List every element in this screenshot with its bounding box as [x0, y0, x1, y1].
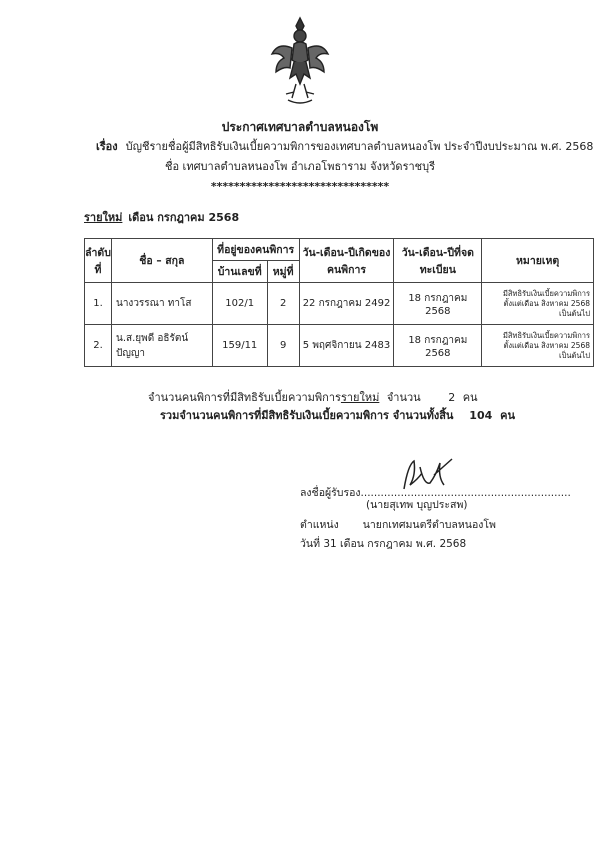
- note-line: เป็นต้นไป: [559, 308, 590, 318]
- total-unit: คน: [500, 409, 515, 422]
- row-no: 1.: [85, 283, 112, 325]
- row-dob: 22 กรกฎาคม 2492: [299, 283, 394, 325]
- garuda-emblem: [268, 14, 332, 110]
- new-count-line: [148, 388, 478, 406]
- subject-text: บัญชีรายชื่อผู้มีสิทธิรับเงินเบี้ยความพิการของเทศบาลตำบลหนองโพ ประจำปีงบประมาณ พ.ศ. 2568: [125, 140, 594, 153]
- header-address: ที่อยู่ของคนพิการ: [212, 239, 299, 261]
- note-line: มีสิทธิรับเงินเบี้ยความพิการ: [502, 288, 590, 298]
- count-ul: รายใหม่: [340, 391, 380, 404]
- announcement-title: ประกาศเทศบาลตำบลหนองโพ: [221, 120, 379, 134]
- row-house-no: 102/1: [212, 283, 267, 325]
- header-note: หมายเหตุ: [482, 239, 594, 283]
- row-house-no: 159/11: [212, 325, 267, 367]
- document-date: วันที่ 31 เดือน กรกฎาคม พ.ศ. 2568: [300, 538, 467, 550]
- position-label: ตำแหน่ง: [300, 519, 339, 531]
- header-house-no: บ้านเลขที่: [212, 261, 267, 283]
- note-line: เป็นต้นไป: [559, 350, 590, 360]
- count-unit: คน: [462, 391, 478, 404]
- row-dob: 5 พฤศจิกายน 2483: [299, 325, 394, 367]
- signer-position: [300, 516, 496, 533]
- header-no: ลำดับที่: [85, 239, 112, 283]
- header-dob: วัน-เดือน-ปีเกิดของคนพิการ: [299, 239, 394, 283]
- section-label: รายใหม่: [84, 211, 123, 224]
- row-name: น.ส.ยุพดี อธิรัตน์ปัญญา: [111, 325, 212, 367]
- row-reg-date: 18 กรกฎาคม 2568: [394, 325, 482, 367]
- row-village: 9: [267, 325, 299, 367]
- organization-line: ชื่อ เทศบาลตำบลหนองโพ อำเภอโพธาราม จังหวัดราชบุรี: [164, 160, 436, 173]
- row-village: 2: [267, 283, 299, 325]
- section-month: เดือน กรกฎาคม 2568: [128, 211, 240, 224]
- section-heading: [84, 208, 239, 226]
- total-value: 104: [469, 409, 493, 422]
- note-line: มีสิทธิรับเงินเบี้ยความพิการ: [502, 330, 590, 340]
- count-prefix: จำนวนคนพิการที่มีสิทธิรับเบี้ยความพิการ: [148, 391, 341, 404]
- note-line: ตั้งแต่เดือน สิงหาคม 2568: [503, 298, 590, 308]
- subject-line: [96, 137, 593, 155]
- table-row: [85, 283, 594, 325]
- subject-label: เรื่อง: [96, 140, 118, 153]
- position-value: นายกเทศมนตรีตำบลหนองโพ: [362, 519, 496, 531]
- signature-label: ลงชื่อผู้รับรอง: [300, 487, 361, 499]
- row-note: [482, 283, 594, 325]
- row-note: [482, 325, 594, 367]
- row-reg-date: 18 กรกฎาคม 2568: [394, 283, 482, 325]
- recipients-table: [84, 238, 594, 367]
- count-label: จำนวน: [386, 391, 421, 404]
- note-line: ตั้งแต่เดือน สิงหาคม 2568: [503, 340, 590, 350]
- total-count-line: [160, 406, 515, 424]
- header-village: หมู่ที่: [267, 261, 299, 283]
- signature-dots: ...............................................................: [360, 487, 571, 499]
- table-row: [85, 325, 594, 367]
- row-name: นางวรรณา ทาโส: [111, 283, 212, 325]
- count-value: 2: [448, 391, 456, 404]
- separator: *******************************: [210, 180, 390, 193]
- row-no: 2.: [85, 325, 112, 367]
- total-label: รวมจำนวนคนพิการที่มีสิทธิรับเงินเบี้ยความพิการ จำนวนทั้งสิ้น: [160, 409, 454, 422]
- signer-name: (นายสุเทพ บุญประสพ): [366, 499, 468, 511]
- header-reg-date: วัน-เดือน-ปีที่จดทะเบียน: [394, 239, 482, 283]
- header-name: ชื่อ – สกุล: [111, 239, 212, 283]
